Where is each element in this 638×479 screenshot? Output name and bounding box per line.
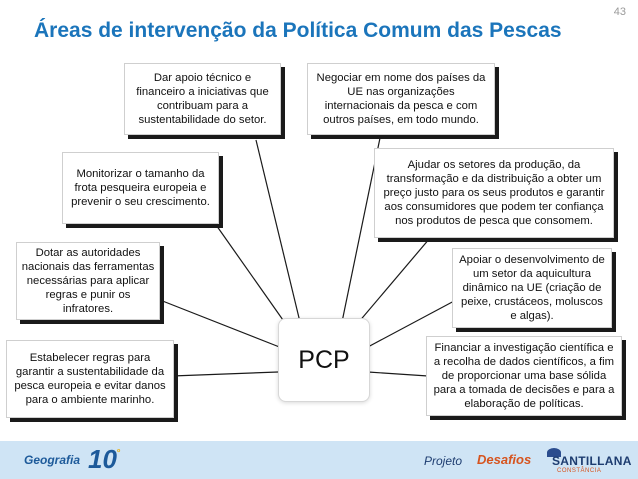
node-sustainability-rules: Estabelecer regras para garantir a sustentabilidade da pesca europeia e evitar danos para o ambiente marinho.	[6, 340, 174, 418]
node-negotiation: Negociar em nome dos países da UE nas organizações internacionais da pesca e com outros países, em todo mundo.	[307, 63, 495, 135]
node-enforcement: Dotar as autoridades nacionais das ferramentas necessárias para aplicar regras e punir os infratores.	[16, 242, 160, 320]
footer-brand-sub: CONSTÂNCIA	[557, 468, 602, 474]
connector-to-support	[256, 140, 300, 322]
footer-grade-sup: º	[117, 447, 121, 457]
center-node-pcp: PCP	[278, 318, 370, 402]
footer-project-name: Desafios	[477, 452, 532, 467]
footer-brand: SANTILLANA	[552, 454, 632, 468]
footer-project-prefix: Projeto	[424, 454, 463, 468]
connector-to-market	[352, 238, 430, 330]
slide-number: 43	[613, 6, 626, 18]
connector-to-authorities	[160, 300, 282, 348]
footer-bar	[0, 441, 638, 479]
connector-to-fleet	[214, 222, 290, 330]
connector-to-research	[368, 372, 428, 376]
node-fair-price: Ajudar os setores da produção, da transformação e da distribuição a obter um preço justo para os seus produtos e garantir aos consumidores que podem ter confiança nos produtos de pesca que consomem.	[374, 148, 614, 238]
page-title: Áreas de intervenção da Política Comum das Pescas	[34, 19, 562, 42]
node-fleet-monitoring: Monitorizar o tamanho da frota pesqueira europeia e prevenir o seu crescimento.	[62, 152, 219, 224]
node-technical-support: Dar apoio técnico e financeiro a iniciativas que contribuam para a sustentabilidade do setor.	[124, 63, 281, 135]
connector-to-rules	[172, 372, 278, 376]
footer-subject: Geografia	[24, 453, 81, 467]
node-aquaculture: Apoiar o desenvolvimento de um setor da aquicultura dinâmico na UE (criação de peixe, crustáceos, moluscos e algas).	[452, 248, 612, 328]
footer-grade: 10	[88, 444, 117, 474]
node-research-funding: Financiar a investigação científica e a recolha de dados científicos, a fim de proporcionar uma base sólida para a tomada de decisões e para a elaboração de políticas.	[426, 336, 622, 416]
